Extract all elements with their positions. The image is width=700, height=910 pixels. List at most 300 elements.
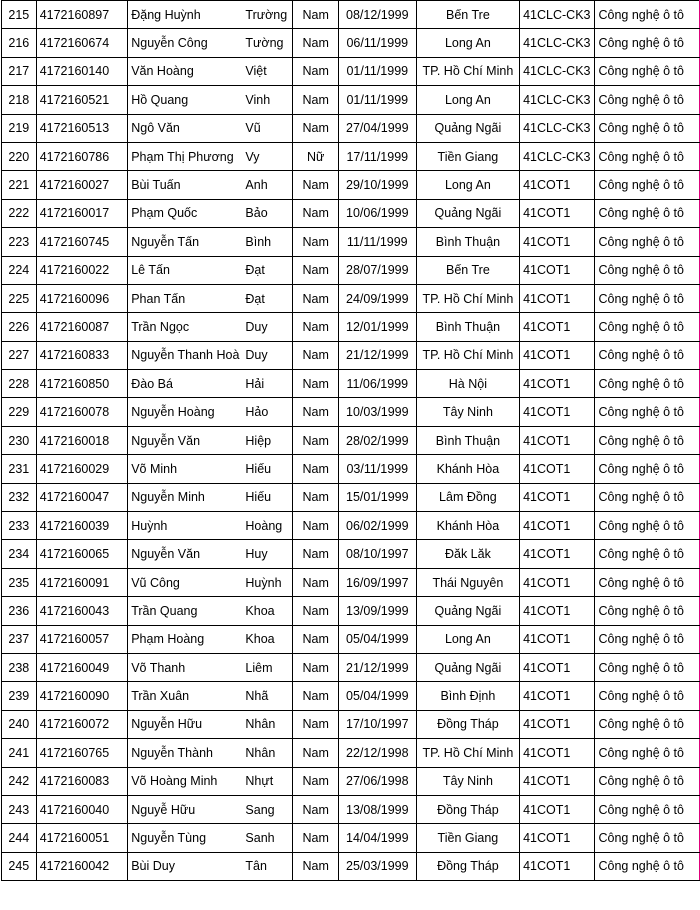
gender-cell: Nam [293,597,338,625]
class-code-cell: 41COT1 [520,795,595,823]
given-name-cell: Huỳnh [242,568,293,596]
row-number-cell: 215 [2,1,37,29]
table-row [2,852,700,880]
birth-date-cell: 13/09/1999 [338,597,416,625]
birth-date-cell: 05/04/1999 [338,682,416,710]
row-number-cell: 216 [2,29,37,57]
family-name-cell: Hồ Quang [128,86,243,114]
row-number-cell: 240 [2,710,37,738]
family-name-cell: Nguyễn Văn [128,540,243,568]
row-number-cell: 222 [2,199,37,227]
birth-date-cell: 10/03/1999 [338,398,416,426]
table-row [2,341,700,369]
student-id-cell: 4172160018 [36,426,128,454]
family-name-cell: Phạm Quốc [128,199,243,227]
birth-place-cell: Đồng Tháp [416,795,519,823]
gender-cell: Nam [293,682,338,710]
student-id-cell: 4172160090 [36,682,128,710]
family-name-cell: Huỳnh [128,512,243,540]
table-row [2,284,700,312]
given-name-cell: Duy [242,313,293,341]
birth-date-cell: 16/09/1997 [338,568,416,596]
birth-date-cell: 06/02/1999 [338,512,416,540]
gender-cell: Nam [293,653,338,681]
birth-date-cell: 01/11/1999 [338,57,416,85]
table-row [2,568,700,596]
major-cell: Công nghệ ô tô [595,426,700,454]
given-name-cell: Bảo [242,199,293,227]
class-code-cell: 41COT1 [520,625,595,653]
class-code-cell: 41COT1 [520,256,595,284]
family-name-cell: Nguyễn Thành [128,739,243,767]
row-number-cell: 243 [2,795,37,823]
family-name-cell: Bùi Tuấn [128,171,243,199]
family-name-cell: Nguyễn Hữu [128,710,243,738]
family-name-cell: Võ Minh [128,455,243,483]
major-cell: Công nghệ ô tô [595,1,700,29]
gender-cell: Nam [293,483,338,511]
birth-place-cell: Bình Thuận [416,313,519,341]
class-code-cell: 41COT1 [520,653,595,681]
birth-date-cell: 06/11/1999 [338,29,416,57]
student-id-cell: 4172160850 [36,370,128,398]
given-name-cell: Tân [242,852,293,880]
table-row [2,142,700,170]
gender-cell: Nam [293,199,338,227]
birth-place-cell: Long An [416,625,519,653]
given-name-cell: Hiệp [242,426,293,454]
row-number-cell: 233 [2,512,37,540]
table-row [2,653,700,681]
family-name-cell: Phan Tấn [128,284,243,312]
student-id-cell: 4172160039 [36,512,128,540]
table-row [2,625,700,653]
gender-cell: Nam [293,341,338,369]
student-id-cell: 4172160043 [36,597,128,625]
table-row [2,597,700,625]
table-row [2,370,700,398]
birth-place-cell: Quảng Ngãi [416,199,519,227]
row-number-cell: 245 [2,852,37,880]
birth-date-cell: 08/12/1999 [338,1,416,29]
given-name-cell: Anh [242,171,293,199]
family-name-cell: Võ Hoàng Minh [128,767,243,795]
birth-place-cell: TP. Hồ Chí Minh [416,284,519,312]
row-number-cell: 220 [2,142,37,170]
student-id-cell: 4172160078 [36,398,128,426]
family-name-cell: Đào Bá [128,370,243,398]
table-row [2,199,700,227]
birth-place-cell: Khánh Hòa [416,455,519,483]
gender-cell: Nam [293,540,338,568]
birth-date-cell: 03/11/1999 [338,455,416,483]
given-name-cell: Hoàng [242,512,293,540]
gender-cell: Nam [293,512,338,540]
student-id-cell: 4172160049 [36,653,128,681]
major-cell: Công nghệ ô tô [595,142,700,170]
gender-cell: Nam [293,795,338,823]
birth-place-cell: Tây Ninh [416,767,519,795]
family-name-cell: Nguyễn Văn [128,426,243,454]
birth-date-cell: 22/12/1998 [338,739,416,767]
row-number-cell: 218 [2,86,37,114]
gender-cell: Nam [293,852,338,880]
birth-date-cell: 17/10/1997 [338,710,416,738]
major-cell: Công nghệ ô tô [595,739,700,767]
class-code-cell: 41COT1 [520,455,595,483]
family-name-cell: Bùi Duy [128,852,243,880]
birth-date-cell: 17/11/1999 [338,142,416,170]
given-name-cell: Nhựt [242,767,293,795]
birth-date-cell: 27/04/1999 [338,114,416,142]
major-cell: Công nghệ ô tô [595,625,700,653]
gender-cell: Nữ [293,142,338,170]
row-number-cell: 226 [2,313,37,341]
row-number-cell: 219 [2,114,37,142]
student-id-cell: 4172160027 [36,171,128,199]
class-code-cell: 41COT1 [520,512,595,540]
given-name-cell: Trường [242,1,293,29]
class-code-cell: 41CLC-CK3 [520,142,595,170]
family-name-cell: Nguyễn Minh [128,483,243,511]
birth-place-cell: Đồng Tháp [416,710,519,738]
family-name-cell: Nguyễ Hữu [128,795,243,823]
class-code-cell: 41COT1 [520,199,595,227]
major-cell: Công nghệ ô tô [595,86,700,114]
given-name-cell: Nhân [242,739,293,767]
given-name-cell: Hảo [242,398,293,426]
student-id-cell: 4172160051 [36,824,128,852]
table-row [2,795,700,823]
major-cell: Công nghệ ô tô [595,29,700,57]
student-id-cell: 4172160057 [36,625,128,653]
birth-place-cell: Long An [416,86,519,114]
student-list-body [2,1,700,881]
birth-place-cell: Khánh Hòa [416,512,519,540]
birth-place-cell: Quảng Ngãi [416,597,519,625]
birth-date-cell: 24/09/1999 [338,284,416,312]
gender-cell: Nam [293,455,338,483]
birth-place-cell: TP. Hồ Chí Minh [416,739,519,767]
table-row [2,86,700,114]
birth-place-cell: Long An [416,171,519,199]
major-cell: Công nghệ ô tô [595,114,700,142]
class-code-cell: 41COT1 [520,852,595,880]
table-row [2,824,700,852]
birth-place-cell: Bình Thuận [416,228,519,256]
class-code-cell: 41COT1 [520,313,595,341]
birth-place-cell: Lâm Đồng [416,483,519,511]
class-code-cell: 41COT1 [520,483,595,511]
major-cell: Công nghệ ô tô [595,568,700,596]
gender-cell: Nam [293,824,338,852]
family-name-cell: Phạm Thị Phương [128,142,243,170]
student-id-cell: 4172160022 [36,256,128,284]
given-name-cell: Việt [242,57,293,85]
birth-place-cell: Hà Nội [416,370,519,398]
given-name-cell: Hiếu [242,483,293,511]
student-id-cell: 4172160096 [36,284,128,312]
gender-cell: Nam [293,256,338,284]
table-row [2,114,700,142]
gender-cell: Nam [293,114,338,142]
major-cell: Công nghệ ô tô [595,57,700,85]
class-code-cell: 41COT1 [520,228,595,256]
class-code-cell: 41COT1 [520,341,595,369]
major-cell: Công nghệ ô tô [595,512,700,540]
birth-place-cell: Long An [416,29,519,57]
gender-cell: Nam [293,57,338,85]
table-row [2,739,700,767]
gender-cell: Nam [293,284,338,312]
row-number-cell: 225 [2,284,37,312]
birth-date-cell: 13/08/1999 [338,795,416,823]
birth-place-cell: Tây Ninh [416,398,519,426]
family-name-cell: Võ Thanh [128,653,243,681]
row-number-cell: 231 [2,455,37,483]
student-id-cell: 4172160786 [36,142,128,170]
birth-place-cell: Đồng Tháp [416,852,519,880]
given-name-cell: Sang [242,795,293,823]
student-id-cell: 4172160040 [36,795,128,823]
given-name-cell: Duy [242,341,293,369]
major-cell: Công nghệ ô tô [595,795,700,823]
row-number-cell: 239 [2,682,37,710]
gender-cell: Nam [293,739,338,767]
table-row [2,767,700,795]
major-cell: Công nghệ ô tô [595,256,700,284]
gender-cell: Nam [293,171,338,199]
major-cell: Công nghệ ô tô [595,370,700,398]
table-row [2,455,700,483]
row-number-cell: 223 [2,228,37,256]
row-number-cell: 230 [2,426,37,454]
table-row [2,710,700,738]
row-number-cell: 229 [2,398,37,426]
given-name-cell: Liêm [242,653,293,681]
family-name-cell: Nguyễn Công [128,29,243,57]
family-name-cell: Lê Tấn [128,256,243,284]
row-number-cell: 241 [2,739,37,767]
birth-date-cell: 25/03/1999 [338,852,416,880]
gender-cell: Nam [293,1,338,29]
major-cell: Công nghệ ô tô [595,341,700,369]
table-row [2,540,700,568]
birth-date-cell: 28/07/1999 [338,256,416,284]
given-name-cell: Khoa [242,625,293,653]
major-cell: Công nghệ ô tô [595,199,700,227]
birth-place-cell: TP. Hồ Chí Minh [416,57,519,85]
major-cell: Công nghệ ô tô [595,284,700,312]
student-id-cell: 4172160065 [36,540,128,568]
given-name-cell: Vinh [242,86,293,114]
birth-date-cell: 08/10/1997 [338,540,416,568]
class-code-cell: 41COT1 [520,540,595,568]
birth-place-cell: Quảng Ngãi [416,114,519,142]
major-cell: Công nghệ ô tô [595,313,700,341]
birth-place-cell: Tiền Giang [416,142,519,170]
given-name-cell: Hải [242,370,293,398]
table-row [2,398,700,426]
class-code-cell: 41CLC-CK3 [520,114,595,142]
row-number-cell: 242 [2,767,37,795]
birth-date-cell: 10/06/1999 [338,199,416,227]
given-name-cell: Tường [242,29,293,57]
given-name-cell: Nhân [242,710,293,738]
row-number-cell: 235 [2,568,37,596]
gender-cell: Nam [293,370,338,398]
family-name-cell: Phạm Hoàng [128,625,243,653]
major-cell: Công nghệ ô tô [595,682,700,710]
family-name-cell: Ngô Văn [128,114,243,142]
student-id-cell: 4172160042 [36,852,128,880]
given-name-cell: Đạt [242,256,293,284]
student-id-cell: 4172160897 [36,1,128,29]
gender-cell: Nam [293,625,338,653]
class-code-cell: 41CLC-CK3 [520,29,595,57]
gender-cell: Nam [293,426,338,454]
birth-date-cell: 28/02/1999 [338,426,416,454]
major-cell: Công nghệ ô tô [595,597,700,625]
gender-cell: Nam [293,710,338,738]
row-number-cell: 236 [2,597,37,625]
class-code-cell: 41COT1 [520,171,595,199]
table-row [2,256,700,284]
family-name-cell: Nguyễn Tấn [128,228,243,256]
birth-place-cell: Bình Thuận [416,426,519,454]
student-id-cell: 4172160072 [36,710,128,738]
student-id-cell: 4172160029 [36,455,128,483]
table-row [2,426,700,454]
student-id-cell: 4172160091 [36,568,128,596]
birth-date-cell: 14/04/1999 [338,824,416,852]
student-id-cell: 4172160513 [36,114,128,142]
major-cell: Công nghệ ô tô [595,824,700,852]
class-code-cell: 41COT1 [520,426,595,454]
gender-cell: Nam [293,313,338,341]
row-number-cell: 224 [2,256,37,284]
major-cell: Công nghệ ô tô [595,398,700,426]
row-number-cell: 228 [2,370,37,398]
row-number-cell: 234 [2,540,37,568]
major-cell: Công nghệ ô tô [595,852,700,880]
table-row [2,1,700,29]
student-list-table [1,0,700,881]
birth-place-cell: Bến Tre [416,1,519,29]
gender-cell: Nam [293,86,338,114]
major-cell: Công nghệ ô tô [595,228,700,256]
birth-place-cell: Thái Nguyên [416,568,519,596]
family-name-cell: Trần Xuân [128,682,243,710]
class-code-cell: 41COT1 [520,370,595,398]
major-cell: Công nghệ ô tô [595,455,700,483]
birth-date-cell: 21/12/1999 [338,653,416,681]
birth-place-cell: Tiền Giang [416,824,519,852]
table-row [2,512,700,540]
family-name-cell: Nguyễn Thanh Hoà [128,341,243,369]
class-code-cell: 41COT1 [520,767,595,795]
given-name-cell: Vy [242,142,293,170]
given-name-cell: Nhã [242,682,293,710]
class-code-cell: 41CLC-CK3 [520,86,595,114]
table-row [2,682,700,710]
given-name-cell: Đạt [242,284,293,312]
birth-date-cell: 21/12/1999 [338,341,416,369]
birth-place-cell: Bến Tre [416,256,519,284]
family-name-cell: Nguyễn Tùng [128,824,243,852]
student-id-cell: 4172160140 [36,57,128,85]
major-cell: Công nghệ ô tô [595,171,700,199]
gender-cell: Nam [293,29,338,57]
class-code-cell: 41COT1 [520,568,595,596]
family-name-cell: Nguyễn Hoàng [128,398,243,426]
family-name-cell: Đặng Huỳnh [128,1,243,29]
student-id-cell: 4172160674 [36,29,128,57]
birth-date-cell: 05/04/1999 [338,625,416,653]
class-code-cell: 41COT1 [520,824,595,852]
gender-cell: Nam [293,228,338,256]
birth-date-cell: 29/10/1999 [338,171,416,199]
class-code-cell: 41CLC-CK3 [520,1,595,29]
student-id-cell: 4172160765 [36,739,128,767]
class-code-cell: 41COT1 [520,682,595,710]
student-id-cell: 4172160087 [36,313,128,341]
student-id-cell: 4172160017 [36,199,128,227]
table-row [2,483,700,511]
student-id-cell: 4172160047 [36,483,128,511]
family-name-cell: Trần Ngọc [128,313,243,341]
major-cell: Công nghệ ô tô [595,483,700,511]
row-number-cell: 217 [2,57,37,85]
given-name-cell: Huy [242,540,293,568]
student-id-cell: 4172160745 [36,228,128,256]
birth-place-cell: Đăk Lăk [416,540,519,568]
table-row [2,29,700,57]
birth-date-cell: 27/06/1998 [338,767,416,795]
student-id-cell: 4172160083 [36,767,128,795]
student-id-cell: 4172160521 [36,86,128,114]
given-name-cell: Hiếu [242,455,293,483]
gender-cell: Nam [293,398,338,426]
table-row [2,313,700,341]
birth-date-cell: 15/01/1999 [338,483,416,511]
row-number-cell: 238 [2,653,37,681]
birth-place-cell: Bình Định [416,682,519,710]
row-number-cell: 221 [2,171,37,199]
birth-date-cell: 12/01/1999 [338,313,416,341]
major-cell: Công nghệ ô tô [595,710,700,738]
major-cell: Công nghệ ô tô [595,540,700,568]
row-number-cell: 227 [2,341,37,369]
gender-cell: Nam [293,767,338,795]
class-code-cell: 41COT1 [520,710,595,738]
given-name-cell: Vũ [242,114,293,142]
class-code-cell: 41COT1 [520,597,595,625]
family-name-cell: Vũ Công [128,568,243,596]
student-id-cell: 4172160833 [36,341,128,369]
birth-date-cell: 01/11/1999 [338,86,416,114]
major-cell: Công nghệ ô tô [595,767,700,795]
given-name-cell: Sanh [242,824,293,852]
given-name-cell: Khoa [242,597,293,625]
major-cell: Công nghệ ô tô [595,653,700,681]
class-code-cell: 41COT1 [520,398,595,426]
gender-cell: Nam [293,568,338,596]
class-code-cell: 41COT1 [520,739,595,767]
class-code-cell: 41COT1 [520,284,595,312]
family-name-cell: Trần Quang [128,597,243,625]
family-name-cell: Văn Hoàng [128,57,243,85]
